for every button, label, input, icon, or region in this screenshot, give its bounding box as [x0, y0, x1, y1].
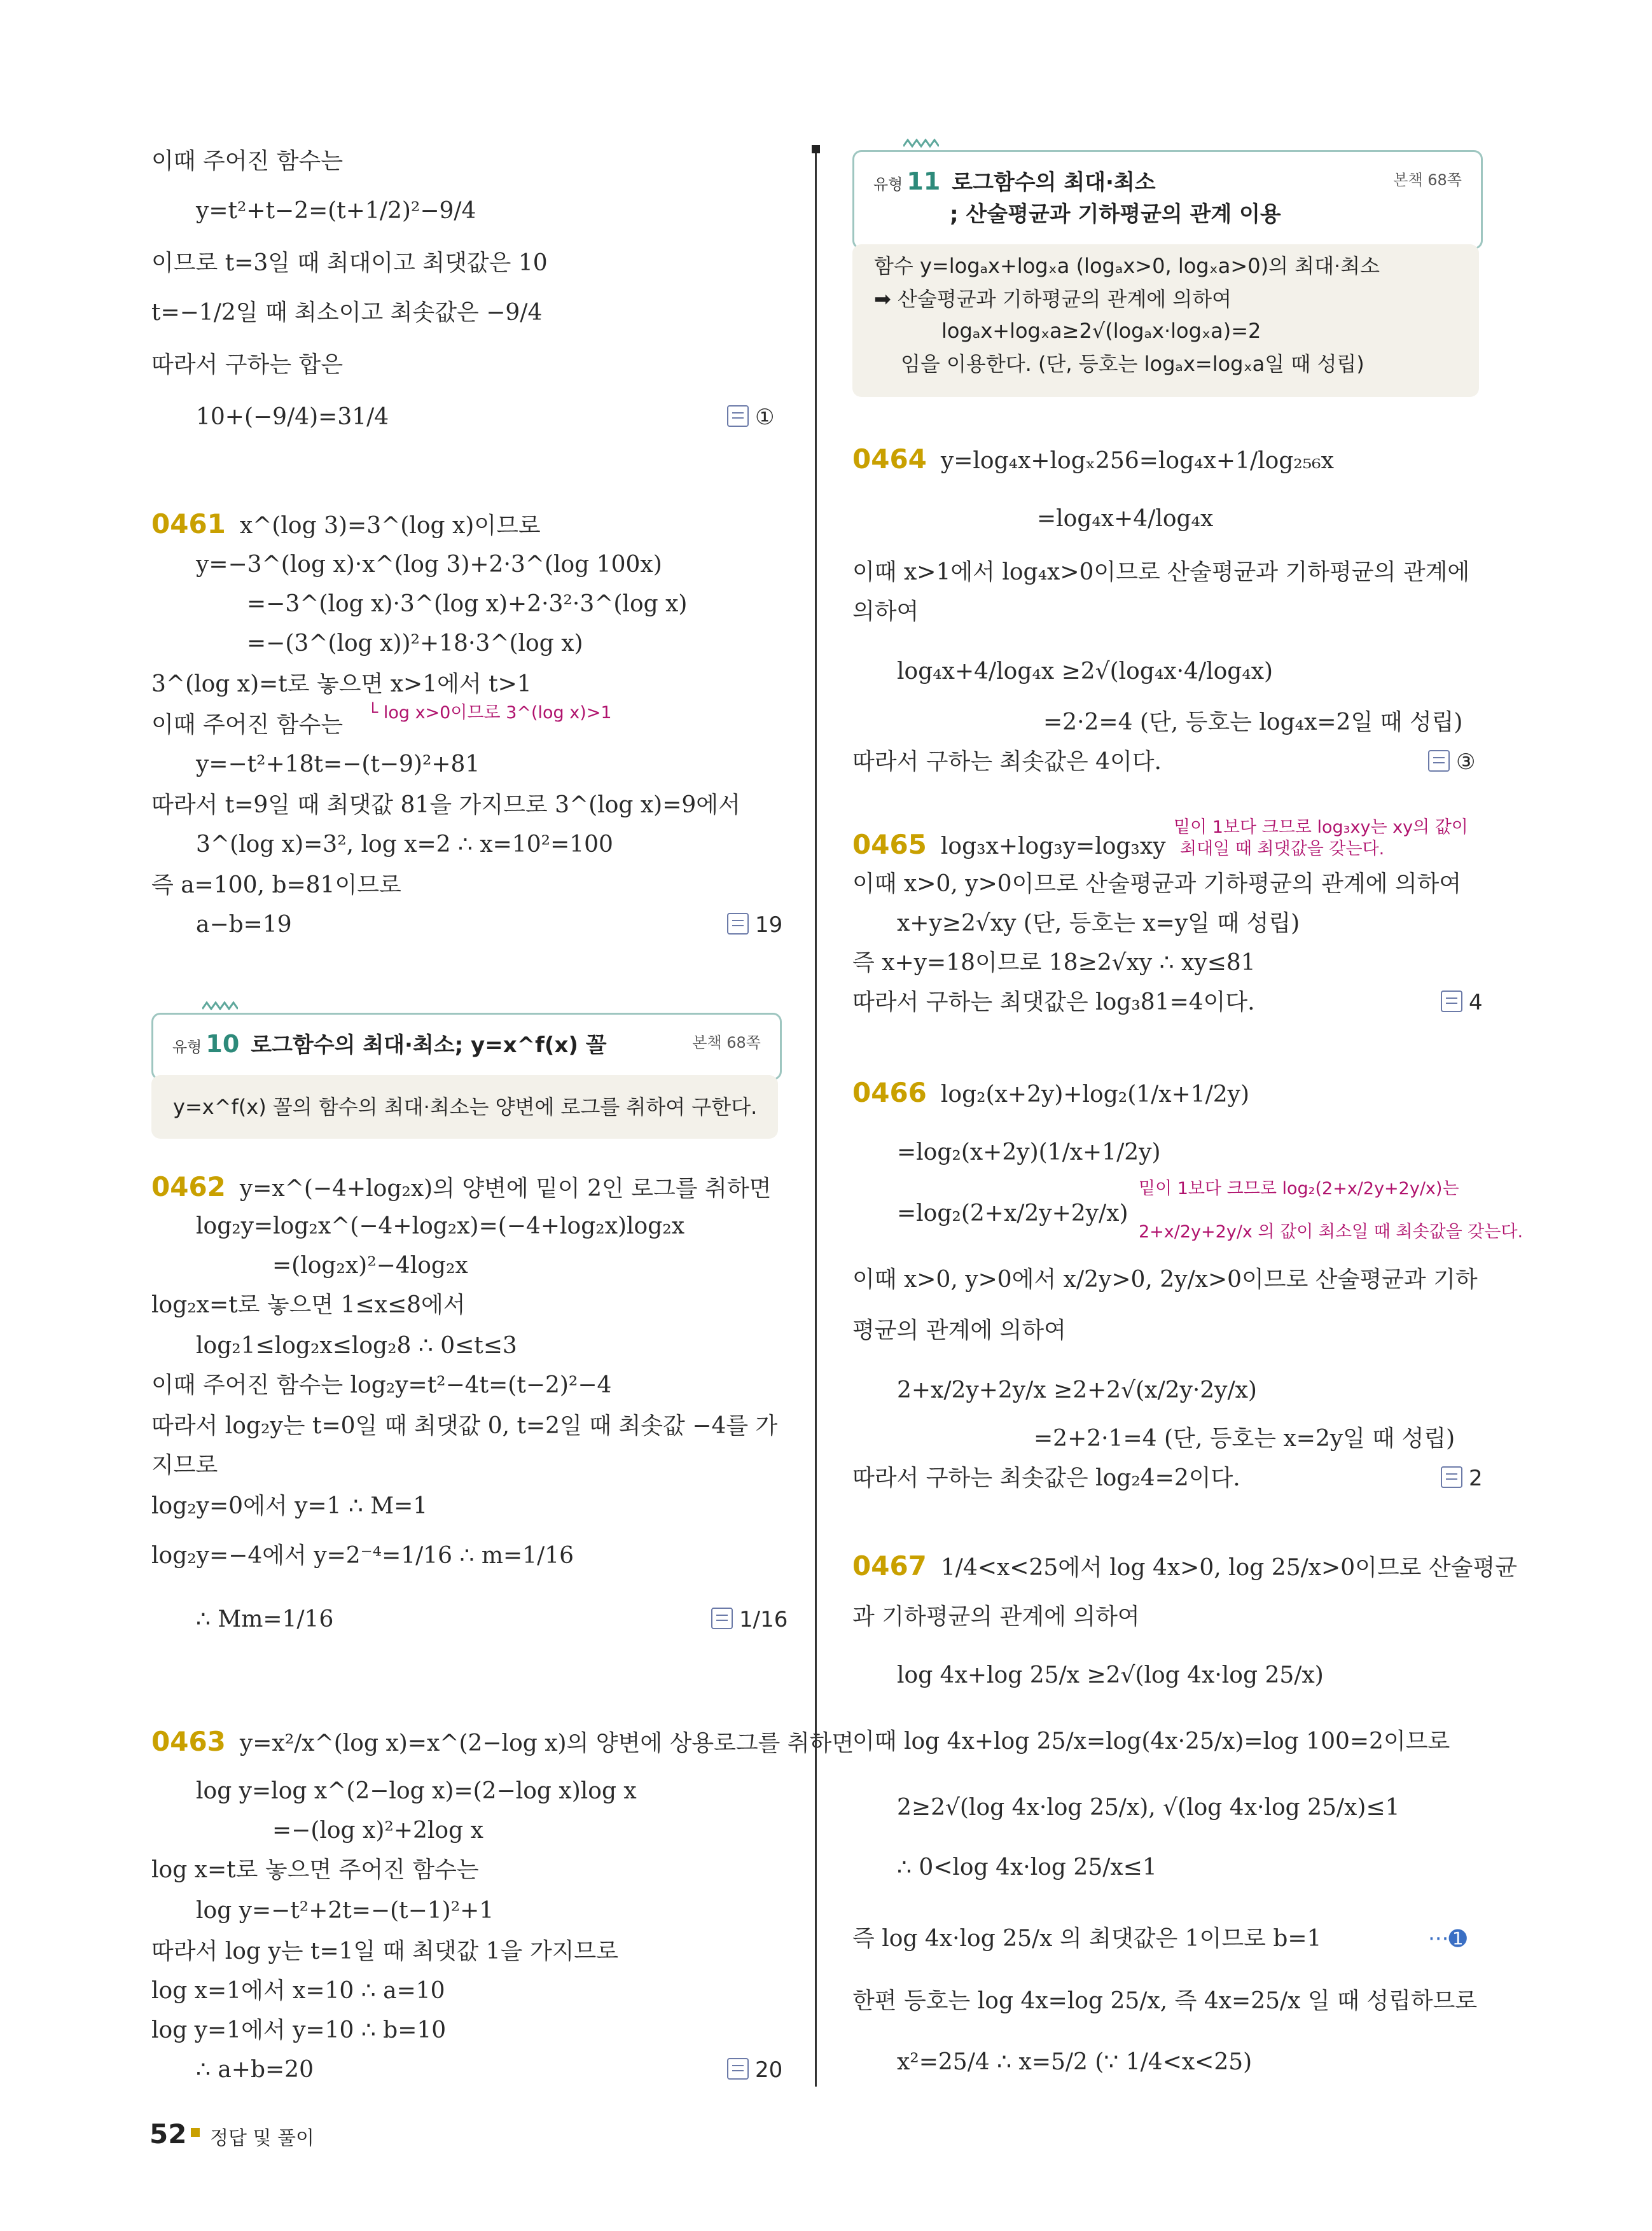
problem-text: y=x^(−4+log₂x)의 양변에 밑이 2인 로그를 취하면	[239, 1176, 772, 1202]
answer-value: 1/16	[739, 1607, 788, 1632]
reference-marker: ···➊	[1428, 1926, 1467, 1952]
problem-0463-line	[151, 1728, 854, 1758]
problem-text: x^(log 3)=3^(log x)이므로	[239, 513, 541, 539]
answer-value: 20	[755, 2057, 783, 2083]
answer-icon	[727, 405, 749, 427]
type-number: 11	[906, 167, 941, 195]
answer-value: ①	[755, 405, 775, 430]
text-line: log₂y=−4에서 y=2⁻⁴=1/16 ∴ m=1/16	[151, 1543, 574, 1569]
text-line: 평균의 관계에 의하여	[852, 1317, 1066, 1344]
text-line: 따라서 구하는 최솟값은 4이다.	[852, 749, 1162, 775]
problem-text: 1/4<x<25에서 log 4x>0, log 25/x>0이므로 산술평균	[940, 1555, 1517, 1581]
type-10-title	[172, 1027, 607, 1059]
equation-line: log₂1≤log₂x≤log₂8 ∴ 0≤t≤3	[196, 1333, 517, 1359]
text-line: 즉 a=100, b=81이므로	[151, 872, 401, 898]
equation-line: 2≥2√(log 4x·log 25/x), √(log 4x·log 25/x)≤1	[897, 1795, 1400, 1821]
answer-icon	[1441, 990, 1462, 1012]
text-line: 이므로 t=3일 때 최대이고 최댓값은 10	[151, 250, 548, 276]
answer-value: 2	[1469, 1466, 1483, 1491]
text-line: 즉 x+y=18이므로 18≥2√xy ∴ xy≤81	[852, 950, 1256, 976]
text-line: log x=t로 놓으면 주어진 함수는	[151, 1857, 479, 1883]
answer-mark	[1441, 989, 1483, 1017]
answer-mark	[727, 2056, 782, 2084]
type-10-header	[151, 1013, 782, 1080]
annotation-note: └ log x>0이므로 3^(log x)>1	[368, 703, 612, 723]
annotation-note: 2+x/2y+2y/x 의 값이 최소일 때 최솟값을 갖는다.	[1139, 1222, 1524, 1242]
text-line: log₂y=0에서 y=1 ∴ M=1	[151, 1493, 428, 1519]
answer-icon	[727, 2058, 749, 2080]
equation-line: y=t²+t−2=(t+1/2)²−9/4	[196, 198, 476, 224]
text-line: 이때 x>0, y>0에서 x/2y>0, 2y/x>0이므로 산술평균과 기하	[852, 1267, 1478, 1293]
problem-number: 0466	[852, 1077, 927, 1108]
answer-mark	[727, 911, 782, 939]
type-title-text: 로그함수의 최대·최소; y=x^f(x) 꼴	[251, 1032, 607, 1058]
problem-0466-line	[852, 1079, 1249, 1109]
equation-line: ∴ 0<log 4x·log 25/x≤1	[897, 1854, 1157, 1880]
problem-0465-line	[852, 831, 1166, 861]
annotation-note: 밑이 1보다 크므로 log₂(2+x/2y+2y/x)는	[1139, 1179, 1459, 1199]
text-line: 이때 log 4x+log 25/x=log(4x·25/x)=log 100=2이므로	[852, 1728, 1450, 1755]
text-line: 이때 주어진 함수는 log₂y=t²−4t=(t−2)²−4	[151, 1372, 612, 1398]
equation-line: =(log₂x)²−4log₂x	[272, 1253, 468, 1279]
type-number: 10	[205, 1030, 240, 1058]
text-line: t=−1/2일 때 최소이고 최솟값은 −9/4	[151, 300, 543, 326]
text-line: 따라서 구하는 합은	[151, 352, 344, 378]
equation-line: =−(3^(log x))²+18·3^(log x)	[247, 630, 583, 657]
equation-line: 10+(−9/4)=31/4	[196, 404, 389, 430]
equation-line: =log₂(x+2y)(1/x+1/2y)	[897, 1139, 1161, 1165]
answer-icon	[1441, 1466, 1462, 1488]
text-line: 이때 주어진 함수는	[151, 712, 344, 738]
column-divider	[815, 146, 817, 2087]
answer-mark	[1428, 748, 1475, 776]
text-line: 3^(log x)=t로 놓으면 x>1에서 t>1	[151, 671, 532, 697]
problem-number: 0464	[852, 443, 927, 475]
annotation-note: 밑이 1보다 크므로 log₃xy는 xy의 값이	[1174, 817, 1468, 837]
equation-line: ∴ Mm=1/16	[196, 1606, 334, 1632]
text-line: 이때 x>0, y>0이므로 산술평균과 기하평균의 관계에 의하여	[852, 871, 1462, 897]
problem-text: log₃x+log₃y=log₃xy	[940, 833, 1166, 859]
type-11-summary-line: ➡ 산술평균과 기하평균의 관계에 의하여	[874, 287, 1232, 311]
footer-square-icon	[191, 2128, 200, 2137]
text-line: 지므로	[151, 1452, 218, 1478]
answer-value: 4	[1469, 990, 1483, 1015]
equation-line: 2+x/2y+2y/x ≥2+2√(x/2y·2y/x)	[897, 1377, 1257, 1403]
type-11-page-ref: 본책 68쪽	[1393, 171, 1462, 189]
type-11-summary	[852, 244, 1479, 397]
equation-line: y=−3^(log x)·x^(log 3)+2·3^(log 100x)	[196, 552, 662, 578]
problem-text: log₂(x+2y)+log₂(1/x+1/2y)	[940, 1081, 1250, 1108]
type-10-page-ref: 본책 68쪽	[692, 1034, 761, 1052]
answer-mark	[727, 403, 774, 431]
type-10-summary	[151, 1075, 778, 1139]
problem-text: y=log₄x+logₓ256=log₄x+1/log₂₅₆x	[940, 448, 1334, 474]
type-tag: 유형	[873, 176, 903, 193]
problem-0461-line	[151, 510, 541, 540]
problem-number: 0462	[151, 1171, 226, 1202]
text-line: log₂x=t로 놓으면 1≤x≤8에서	[151, 1292, 466, 1318]
text-line: 의하여	[852, 599, 919, 625]
type-tag: 유형	[172, 1038, 202, 1056]
equation-line: log 4x+log 25/x ≥2√(log 4x·log 25/x)	[897, 1662, 1324, 1688]
text-line: 이때 x>1에서 log₄x>0이므로 산술평균과 기하평균의 관계에	[852, 559, 1470, 585]
problem-number: 0465	[852, 829, 927, 860]
text-line: 한편 등호는 log 4x=log 25/x, 즉 4x=25/x 일 때 성립하므로	[852, 1988, 1478, 2014]
answer-mark	[711, 1606, 788, 1634]
equation-line: a−b=19	[196, 912, 292, 938]
text-line: 따라서 t=9일 때 최댓값 81을 가지므로 3^(log x)=9에서	[151, 792, 740, 818]
problem-number: 0463	[151, 1726, 226, 1757]
text-line: 따라서 구하는 최솟값은 log₂4=2이다.	[852, 1465, 1240, 1491]
problem-number: 0467	[852, 1550, 927, 1581]
answer-value: ③	[1456, 749, 1476, 775]
problem-0467-line	[852, 1552, 1517, 1582]
answer-mark	[1441, 1464, 1483, 1492]
text-line: 즉 log 4x·log 25/x 의 최댓값은 1이므로 b=1	[852, 1926, 1322, 1952]
text-line: 과 기하평균의 관계에 의하여	[852, 1604, 1140, 1630]
type-11-summary-line: 임을 이용한다. (단, 등호는 logₐx=logₓa일 때 성립)	[901, 352, 1364, 376]
type-10-summary-text: y=x^f(x) 꼴의 함수의 최대·최소는 양변에 로그를 취하여 구한다.	[173, 1095, 758, 1119]
zigzag-ornament-icon	[202, 1001, 238, 1010]
equation-line: =−(log x)²+2log x	[272, 1817, 483, 1844]
type-11-summary-line: 함수 y=logₐx+logₓa (logₐx>0, logₓa>0)의 최대·최소	[874, 254, 1380, 278]
equation-line: =log₄x+4/log₄x	[1037, 506, 1214, 532]
equation-line: =log₂(2+x/2y+2y/x)	[897, 1200, 1128, 1227]
problem-number: 0461	[151, 508, 226, 539]
text-line: 따라서 구하는 최댓값은 log₃81=4이다.	[852, 989, 1255, 1015]
footer-label: 정답 및 풀이	[210, 2127, 314, 2150]
answer-icon	[1428, 750, 1450, 772]
type-11-summary-line: logₐx+logₓa≥2√(logₐx·logₓa)=2	[941, 319, 1261, 343]
type-11-subtitle: ; 산술평균과 기하평균의 관계 이용	[950, 202, 1281, 227]
text-line: 이때 주어진 함수는	[151, 148, 344, 174]
answer-value: 19	[755, 912, 783, 938]
text-line: 따라서 log y는 t=1일 때 최댓값 1을 가지므로	[151, 1938, 618, 1964]
text-line: 따라서 log₂y는 t=0일 때 최댓값 0, t=2일 때 최솟값 −4를 가	[151, 1413, 778, 1439]
answer-icon	[711, 1608, 733, 1629]
equation-line: ∴ a+b=20	[196, 2057, 314, 2083]
equation-line: 3^(log x)=3², log x=2 ∴ x=10²=100	[196, 831, 613, 858]
equation-line: log y=−t²+2t=−(t−1)²+1	[196, 1898, 494, 1924]
problem-text: y=x²/x^(log x)=x^(2−log x)의 양변에 상용로그를 취하면	[239, 1730, 854, 1756]
zigzag-ornament-icon	[903, 139, 939, 148]
equation-line: x+y≥2√xy (단, 등호는 x=y일 때 성립)	[897, 910, 1300, 936]
equation-line: =2·2=4 (단, 등호는 log₄x=2일 때 성립)	[1043, 709, 1463, 735]
problem-0462-line	[151, 1173, 771, 1203]
equation-line: =−3^(log x)·3^(log x)+2·3²·3^(log x)	[247, 591, 688, 617]
equation-line: =2+2·1=4 (단, 등호는 x=2y일 때 성립)	[1034, 1426, 1455, 1452]
equation-line: y=−t²+18t=−(t−9)²+81	[196, 751, 480, 777]
type-title-text: 로그함수의 최대·최소	[952, 170, 1156, 195]
annotation-note: 최대일 때 최댓값을 갖는다.	[1180, 839, 1385, 859]
page-number: 52	[149, 2118, 187, 2150]
text-line: log y=1에서 y=10 ∴ b=10	[151, 2017, 447, 2043]
type-11-title	[873, 165, 1156, 196]
type-11-header	[852, 150, 1483, 249]
text-line: log x=1에서 x=10 ∴ a=10	[151, 1978, 445, 2004]
problem-0464-line	[852, 445, 1334, 475]
equation-line: log₄x+4/log₄x ≥2√(log₄x·4/log₄x)	[897, 658, 1274, 685]
equation-line: log y=log x^(2−log x)=(2−log x)log x	[196, 1778, 637, 1804]
answer-icon	[727, 913, 749, 935]
equation-line: log₂y=log₂x^(−4+log₂x)=(−4+log₂x)log₂x	[196, 1213, 685, 1239]
equation-line: x²=25/4 ∴ x=5/2 (∵ 1/4<x<25)	[897, 2049, 1253, 2075]
column-divider-marker	[812, 145, 820, 153]
